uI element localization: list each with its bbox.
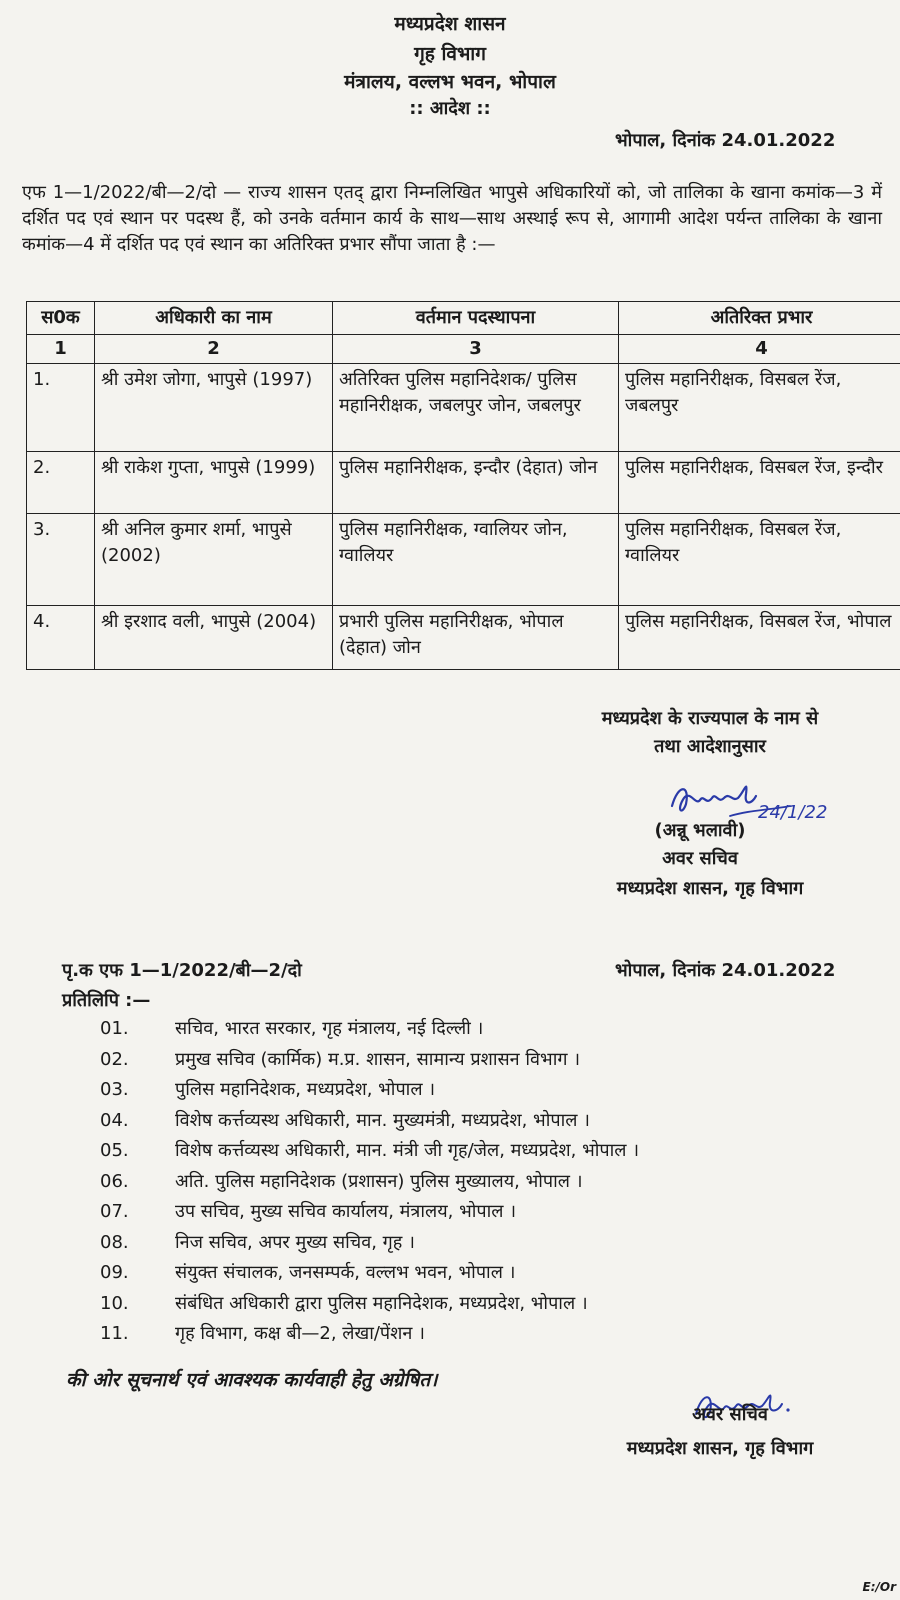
copy-signatory-office: मध्यप्रदेश शासन, गृह विभाग: [626, 1438, 814, 1459]
table-cell-charge: पुलिस महानिरीक्षक, विसबल रेंज, ग्वालियर: [619, 514, 900, 606]
header-current-posting: वर्तमान पदस्थापना: [333, 302, 619, 335]
column-number: 2: [95, 335, 333, 364]
table-cell-serial: 2.: [27, 452, 95, 514]
authority-line-2: तथा आदेशानुसार: [654, 736, 766, 757]
closing-remark: की ओर सूचनार्थ एवं आवश्यक कार्यवाही हेतु अग्रेषित।: [66, 1369, 438, 1391]
table-row: [27, 364, 900, 452]
table-cell-posting: पुलिस महानिरीक्षक, ग्वालियर जोन, ग्वालियर: [333, 514, 619, 606]
authority-line-1: मध्यप्रदेश के राज्यपाल के नाम से: [601, 708, 819, 729]
header-department: गृह विभाग: [414, 43, 486, 65]
column-number: 1: [27, 335, 95, 364]
copy-list: [100, 1014, 639, 1350]
order-intro-paragraph: एफ 1—1/2022/बी—2/दो — राज्य शासन एतद् द्वारा निम्नलिखित भापुसे अधिकारियों को, जो तालिका के खाना कमांक—3 में दर्शित पद एवं स्थान पर पदस्थ हैं, को उनके वर्तमान कार्य के साथ—साथ अस्थाई रूप से, आगामी आदेश पर्यन्त तालिका के खाना कमांक—4 में दर्शित पद एवं स्थान का अतिरिक्त प्रभार सौंपा जाता है :—: [22, 182, 882, 255]
column-number: 3: [333, 335, 619, 364]
officers-table: [26, 301, 900, 670]
table-header-row: [27, 302, 900, 335]
copy-date: भोपाल, दिनांक 24.01.2022: [615, 960, 836, 981]
table-column-number-row: [27, 335, 900, 364]
table-cell-charge: पुलिस महानिरीक्षक, विसबल रेंज, भोपाल: [619, 606, 900, 670]
copy-signatory-designation: अवर सचिव: [692, 1404, 768, 1425]
header-officer-name: अधिकारी का नाम: [95, 302, 333, 335]
list-item: 03. पुलिस महानिदेशक, मध्यप्रदेश, भोपाल ।: [100, 1079, 436, 1100]
list-item: 06. अति. पुलिस महानिदेशक (प्रशासन) पुलिस मुख्यालय, भोपाल ।: [100, 1170, 583, 1192]
copy-reference: पृ.क एफ 1—1/2022/बी—2/दो: [62, 960, 302, 981]
footer-file-code: E:/Or: [862, 1580, 896, 1594]
column-number: 4: [619, 335, 900, 364]
table-cell-serial: 4.: [27, 606, 95, 670]
list-item: 02. प्रमुख सचिव (कार्मिक) म.प्र. शासन, सामान्य प्रशासन विभाग ।: [100, 1048, 581, 1070]
header-state: मध्यप्रदेश शासन: [394, 13, 506, 35]
signatory-name: (अन्नू भलावी): [654, 820, 746, 841]
table-row: [27, 452, 900, 514]
table-cell-charge: पुलिस महानिरीक्षक, विसबल रेंज, इन्दौर: [619, 452, 900, 514]
list-item: 11. गृह विभाग, कक्ष बी—2, लेखा/पेंशन ।: [100, 1323, 425, 1344]
list-item: 10. संबंधित अधिकारी द्वारा पुलिस महानिदेशक, मध्यप्रदेश, भोपाल ।: [100, 1292, 588, 1314]
list-item: 08. निज सचिव, अपर मुख्य सचिव, गृह ।: [100, 1231, 415, 1253]
table-cell-posting: अतिरिक्त पुलिस महानिदेशक/ पुलिस महानिरीक्षक, जबलपुर जोन, जबलपुर: [333, 364, 619, 452]
signature-date: 24/1/22: [758, 802, 828, 823]
table-cell-posting: प्रभारी पुलिस महानिरीक्षक, भोपाल (देहात) जोन: [333, 606, 619, 670]
table-row: [27, 514, 900, 606]
table-row: [27, 606, 900, 670]
list-item: 05. विशेष कर्त्तव्यस्थ अधिकारी, मान. मंत्री जी गृह/जेल, मध्यप्रदेश, भोपाल ।: [100, 1140, 640, 1161]
list-item: 09. संयुक्त संचालक, जनसम्पर्क, वल्लभ भवन, भोपाल ।: [100, 1262, 516, 1283]
table-cell-charge: पुलिस महानिरीक्षक, विसबल रेंज, जबलपुर: [619, 364, 900, 452]
table-cell-officer: श्री अनिल कुमार शर्मा, भापुसे (2002): [95, 514, 333, 606]
signatory-designation: अवर सचिव: [662, 848, 738, 869]
table-cell-officer: श्री इरशाद वली, भापुसे (2004): [95, 606, 333, 670]
list-item: 07. उप सचिव, मुख्य सचिव कार्यालय, मंत्रालय, भोपाल ।: [100, 1201, 517, 1222]
table-cell-posting: पुलिस महानिरीक्षक, इन्दौर (देहात) जोन: [333, 452, 619, 514]
signatory-office: मध्यप्रदेश शासन, गृह विभाग: [616, 878, 804, 899]
list-item: 04. विशेष कर्त्तव्यस्थ अधिकारी, मान. मुख्यमंत्री, मध्यप्रदेश, भोपाल ।: [100, 1109, 590, 1131]
header-additional-charge: अतिरिक्त प्रभार: [619, 302, 900, 335]
list-item: 01. सचिव, भारत सरकार, गृह मंत्रालय, नई दिल्ली ।: [100, 1018, 484, 1039]
header-serial: स0क: [27, 302, 95, 335]
header-address: मंत्रालय, वल्लभ भवन, भोपाल: [344, 71, 556, 93]
order-date: भोपाल, दिनांक 24.01.2022: [615, 130, 836, 151]
table-cell-officer: श्री राकेश गुप्ता, भापुसे (1999): [95, 452, 333, 514]
table-cell-officer: श्री उमेश जोगा, भापुसे (1997): [95, 364, 333, 452]
table-cell-serial: 1.: [27, 364, 95, 452]
table-cell-serial: 3.: [27, 514, 95, 606]
header-order-title: :: आदेश ::: [409, 98, 491, 119]
copy-title: प्रतिलिपि :—: [62, 990, 151, 1011]
